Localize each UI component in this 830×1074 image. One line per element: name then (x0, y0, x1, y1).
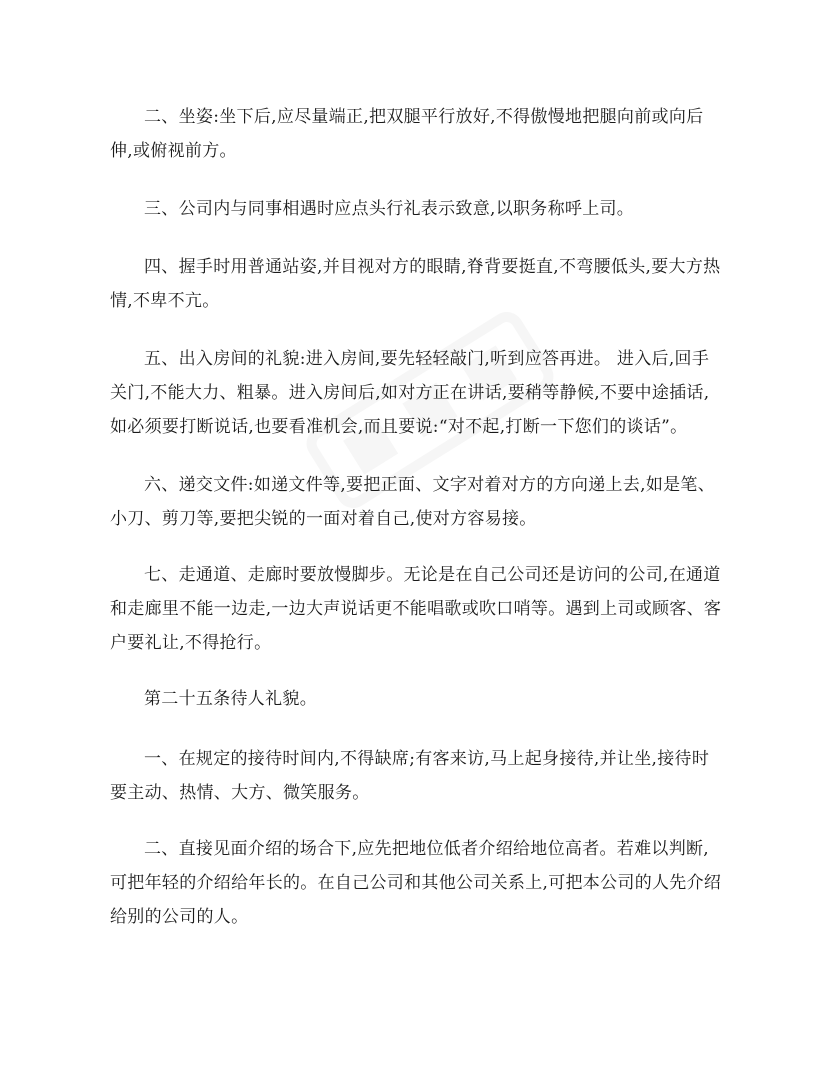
paragraph-handing-documents: 六、递交文件:如递文件等,要把正面、文字对着对方的方向递上去,如是笔、小刀、剪刀等,要把尖锐的一面对着自己,使对方容易接。 (110, 475, 716, 529)
paragraph-reception: 一、在规定的接待时间内,不得缺席;有客来访,马上起身接待,并让坐,接待时要主动、热情、大方、微笑服务。 (110, 749, 710, 803)
paragraph-introductions: 二、直接见面介绍的场合下,应先把地位低者介绍给地位高者。若难以判断,可把年轻的介绍给年长的。在自己公司和其他公司关系上,可把本公司的人先介绍给别的公司的人。 (110, 839, 722, 927)
paragraph-corridor: 七、走通道、走廊时要放慢脚步。无论是在自己公司还是访问的公司,在通道和走廊里不能一边走,一边大声说话更不能唱歌或吹口哨等。遇到上司或顾客、客户要礼让,不得抢行。 (110, 565, 722, 653)
paragraph-colleague-greeting: 三、公司内与同事相遇时应点头行礼表示致意,以职务称呼上司。 (144, 199, 635, 219)
paragraph-sitting-posture: 二、坐姿:坐下后,应尽量端正,把双腿平行放好,不得傲慢地把腿向前或向后伸,或俯视前方。 (110, 107, 704, 161)
paragraph-handshake: 四、握手时用普通站姿,并目视对方的眼睛,脊背要挺直,不弯腰低头,要大方热情,不卑不亢。 (110, 257, 721, 311)
paragraph-entering-room: 五、出入房间的礼貌:进入房间,要先轻轻敲门,听到应答再进。 进入后,回手关门,不能大力、粗暴。进入房间后,如对方正在讲话,要稍等静候,不要中途插话,如必须要打断说话,也要看准机会,而且要说:“对不起,打断一下您们的谈话”。 (110, 349, 710, 437)
paragraph-article-25-heading: 第二十五条待人礼貌。 (144, 689, 317, 709)
